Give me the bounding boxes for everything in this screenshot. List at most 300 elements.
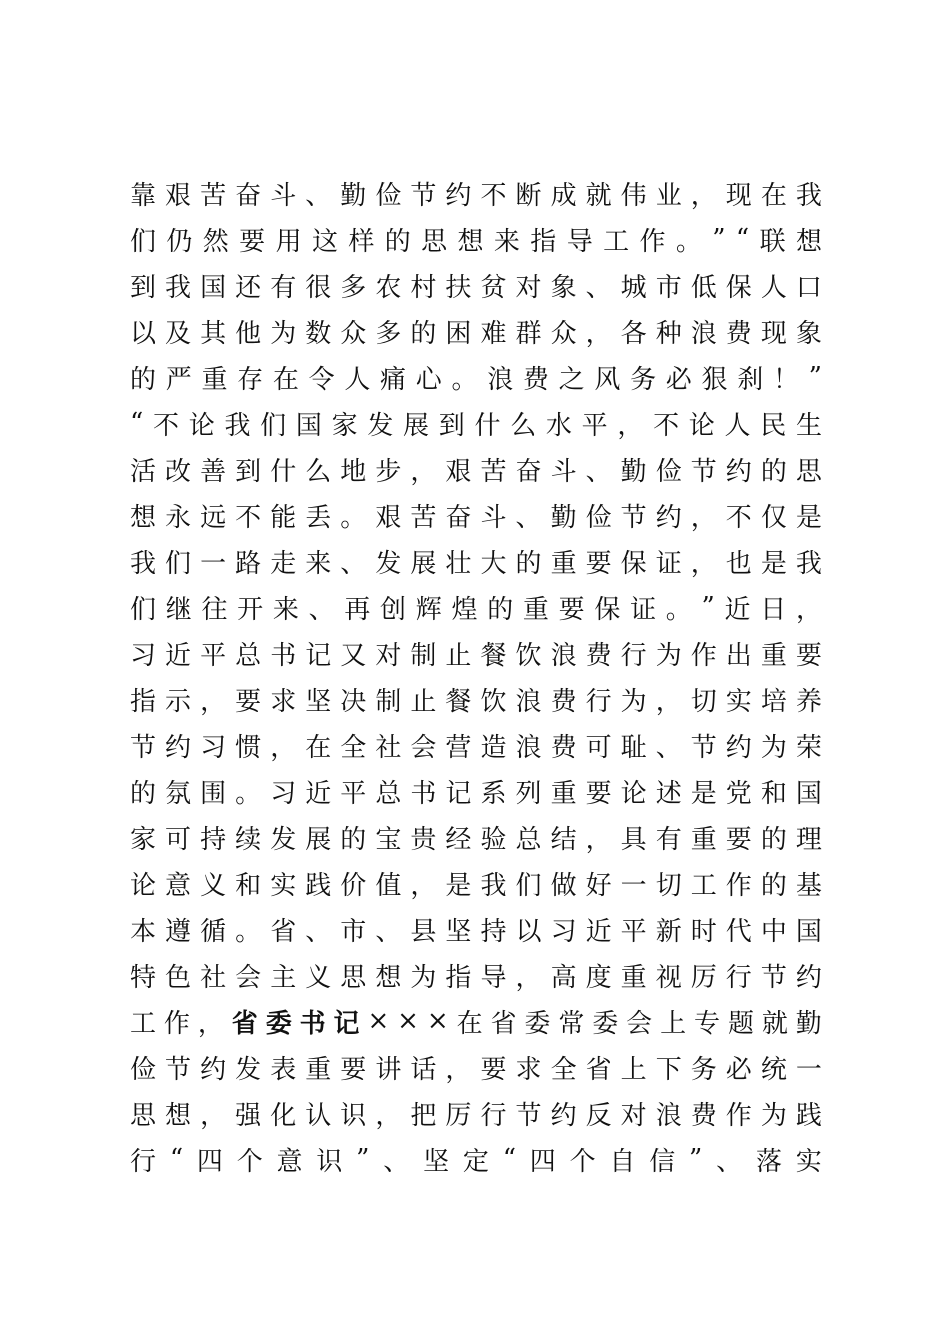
text-char: 度 bbox=[585, 962, 612, 993]
text-char: 的 bbox=[410, 318, 437, 349]
text-char: 惯 bbox=[235, 732, 262, 763]
text-char: 餐 bbox=[445, 686, 472, 717]
text-char: 循 bbox=[200, 916, 227, 947]
text-char: 县 bbox=[410, 916, 437, 947]
text-char: 奋 bbox=[515, 456, 542, 487]
text-char: 上 bbox=[660, 1008, 687, 1039]
text-char: ， bbox=[585, 318, 612, 349]
text-char: 持 bbox=[200, 824, 227, 855]
text-char: 论 bbox=[188, 410, 215, 441]
text-char: 会 bbox=[410, 732, 437, 763]
text-char: 切 bbox=[655, 870, 682, 901]
text-char: 浪 bbox=[515, 686, 542, 717]
text-char: 用 bbox=[275, 226, 302, 257]
text-char: 市 bbox=[655, 272, 682, 303]
text-char: 们 bbox=[130, 226, 157, 257]
text-char: 会 bbox=[626, 1008, 653, 1039]
text-char: 约 bbox=[655, 502, 682, 533]
text-char: 工 bbox=[690, 870, 717, 901]
text-char: 代 bbox=[725, 916, 752, 947]
text-char: 改 bbox=[165, 456, 192, 487]
text-char: 然 bbox=[202, 226, 229, 257]
text-char: ” bbox=[712, 224, 726, 254]
text-char: 联 bbox=[759, 226, 786, 257]
text-char: 对 bbox=[515, 272, 542, 303]
text-char: 家 bbox=[130, 824, 157, 855]
text-char: 煌 bbox=[451, 594, 478, 625]
text-char: 来 bbox=[272, 594, 299, 625]
text-char: 展 bbox=[305, 824, 332, 855]
text-char: 斗 bbox=[550, 456, 577, 487]
text-char: 专 bbox=[694, 1008, 721, 1039]
text-char: 费 bbox=[550, 732, 577, 763]
text-char: 和 bbox=[760, 778, 787, 809]
text-line bbox=[130, 538, 822, 584]
text-char: 其 bbox=[200, 318, 227, 349]
text-char: 刹 bbox=[737, 364, 764, 395]
text-char: 我 bbox=[795, 180, 822, 211]
text-char: 习 bbox=[550, 916, 577, 947]
text-line bbox=[130, 676, 822, 722]
text-char: 不 bbox=[480, 180, 507, 211]
text-char: 、 bbox=[375, 916, 402, 947]
text-char: 是 bbox=[760, 548, 787, 579]
text-char: 、 bbox=[308, 594, 335, 625]
text-char: 。 bbox=[665, 594, 692, 625]
text-char: 民 bbox=[760, 410, 787, 441]
text-char: 记 bbox=[305, 640, 332, 671]
text-char: 们 bbox=[515, 870, 542, 901]
text-char: 在 bbox=[760, 180, 787, 211]
text-char: 价 bbox=[340, 870, 367, 901]
text-line bbox=[130, 216, 822, 262]
text-char: 述 bbox=[655, 778, 682, 809]
text-char: 导 bbox=[480, 962, 507, 993]
text-char: ！ bbox=[772, 364, 799, 395]
text-char: 要 bbox=[340, 1054, 367, 1085]
text-char: 俭 bbox=[655, 456, 682, 487]
text-line bbox=[130, 1136, 822, 1182]
text-char: 和 bbox=[235, 870, 262, 901]
text-char: 证 bbox=[655, 548, 682, 579]
text-char: 重 bbox=[522, 594, 549, 625]
text-char: “ bbox=[502, 1144, 516, 1174]
text-char: 痛 bbox=[380, 364, 407, 395]
text-char: ， bbox=[515, 962, 542, 993]
text-char: 大 bbox=[480, 548, 507, 579]
text-char: 就 bbox=[761, 1008, 788, 1039]
text-char: 要 bbox=[795, 640, 822, 671]
text-char: 上 bbox=[620, 1054, 647, 1085]
text-char: 制 bbox=[375, 686, 402, 717]
text-char: 表 bbox=[270, 1054, 297, 1085]
text-char: 出 bbox=[725, 640, 752, 671]
text-char: 下 bbox=[655, 1054, 682, 1085]
text-char: 识 bbox=[316, 1146, 343, 1177]
text-line bbox=[130, 860, 822, 906]
text-char: 奋 bbox=[445, 502, 472, 533]
text-char: 我 bbox=[165, 272, 192, 303]
text-char: 壮 bbox=[445, 548, 472, 579]
text-char: 实 bbox=[270, 870, 297, 901]
text-char: 一 bbox=[200, 548, 227, 579]
text-line bbox=[130, 952, 822, 998]
text-char: 切 bbox=[690, 686, 717, 717]
text-char: 想 bbox=[795, 226, 822, 257]
text-char: 化 bbox=[270, 1100, 297, 1131]
text-char: 仅 bbox=[760, 502, 787, 533]
text-char: 不 bbox=[153, 410, 180, 441]
text-char: 走 bbox=[270, 548, 297, 579]
text-char: 展 bbox=[403, 410, 430, 441]
text-line bbox=[130, 768, 822, 814]
text-char: 饮 bbox=[515, 640, 542, 671]
text-char: 验 bbox=[480, 824, 507, 855]
text-char: 厉 bbox=[445, 1100, 472, 1131]
text-char: 荣 bbox=[795, 732, 822, 763]
text-char: 讲 bbox=[375, 1054, 402, 1085]
text-char: 活 bbox=[130, 456, 157, 487]
text-char: 狠 bbox=[701, 364, 728, 395]
text-char: 饮 bbox=[480, 686, 507, 717]
text-char: 以 bbox=[515, 916, 542, 947]
text-char: 往 bbox=[201, 594, 228, 625]
text-char: 约 bbox=[445, 180, 472, 211]
text-line bbox=[130, 584, 822, 630]
text-char: 想 bbox=[130, 502, 157, 533]
text-char: 来 bbox=[493, 226, 520, 257]
text-char: 种 bbox=[655, 318, 682, 349]
text-char: 俭 bbox=[585, 502, 612, 533]
text-char: 工 bbox=[130, 1008, 157, 1039]
text-char: 养 bbox=[795, 686, 822, 717]
text-char: 话 bbox=[410, 1054, 437, 1085]
text-char: 。 bbox=[235, 916, 262, 947]
text-char: 业 bbox=[655, 180, 682, 211]
text-char: 之 bbox=[558, 364, 585, 395]
text-char: 求 bbox=[270, 686, 297, 717]
text-char: 工 bbox=[603, 226, 630, 257]
text-char: 定 bbox=[462, 1146, 489, 1177]
text-char: 什 bbox=[270, 456, 297, 487]
text-char: 作 bbox=[163, 1008, 190, 1039]
text-char: 义 bbox=[305, 962, 332, 993]
text-char: 近 bbox=[585, 916, 612, 947]
text-char: 总 bbox=[375, 778, 402, 809]
text-char: 论 bbox=[620, 778, 647, 809]
text-char: 约 bbox=[795, 962, 822, 993]
text-char: 节 bbox=[130, 732, 157, 763]
text-char: 及 bbox=[165, 318, 192, 349]
text-char: 本 bbox=[130, 916, 157, 947]
text-char: 为 bbox=[655, 640, 682, 671]
text-char: ， bbox=[200, 1100, 227, 1131]
text-char: 严 bbox=[165, 364, 192, 395]
text-char: 、 bbox=[515, 502, 542, 533]
text-char: 餐 bbox=[480, 640, 507, 671]
text-char: 会 bbox=[235, 962, 262, 993]
text-char: 省 bbox=[585, 1054, 612, 1085]
text-char: 必 bbox=[725, 1054, 752, 1085]
text-char: 的 bbox=[760, 870, 787, 901]
text-char: 题 bbox=[727, 1008, 754, 1039]
text-char: 国 bbox=[795, 778, 822, 809]
text-char: 低 bbox=[690, 272, 717, 303]
text-char: 有 bbox=[655, 824, 682, 855]
text-char: 是 bbox=[690, 778, 717, 809]
text-char: 来 bbox=[305, 548, 332, 579]
text-char: 记 bbox=[445, 778, 472, 809]
text-char: 重 bbox=[690, 824, 717, 855]
text-char: 培 bbox=[760, 686, 787, 717]
text-char: 作 bbox=[639, 226, 666, 257]
text-char: 续 bbox=[235, 824, 262, 855]
text-char: 列 bbox=[515, 778, 542, 809]
text-char: ， bbox=[410, 456, 437, 487]
text-char: 水 bbox=[545, 410, 572, 441]
text-char: 值 bbox=[375, 870, 402, 901]
text-line bbox=[130, 1090, 822, 1136]
text-char: ” bbox=[356, 1144, 370, 1174]
text-char: 什 bbox=[474, 410, 501, 441]
text-char: 书 bbox=[410, 778, 437, 809]
text-char: 对 bbox=[620, 1100, 647, 1131]
text-char: 在 bbox=[456, 1008, 483, 1039]
text-char: 视 bbox=[655, 962, 682, 993]
text-char: “ bbox=[735, 224, 750, 254]
text-char: 费 bbox=[522, 364, 549, 395]
text-char: 象 bbox=[550, 272, 577, 303]
text-char: 贵 bbox=[410, 824, 437, 855]
text-char: 扶 bbox=[445, 272, 472, 303]
text-char: ， bbox=[690, 502, 717, 533]
text-char: 时 bbox=[690, 916, 717, 947]
text-char: 自 bbox=[609, 1146, 636, 1177]
text-char: 委 bbox=[524, 1008, 551, 1039]
text-char: 做 bbox=[550, 870, 577, 901]
text-line bbox=[130, 308, 822, 354]
text-char: 众 bbox=[550, 318, 577, 349]
text-char: 把 bbox=[410, 1100, 437, 1131]
text-char: 重 bbox=[760, 640, 787, 671]
text-char: 止 bbox=[445, 640, 472, 671]
text-char: 党 bbox=[725, 778, 752, 809]
text-char: 近 bbox=[305, 778, 332, 809]
text-char: 苦 bbox=[410, 502, 437, 533]
text-char: 到 bbox=[130, 272, 157, 303]
text-char: 勤 bbox=[620, 456, 647, 487]
text-char: 能 bbox=[270, 502, 297, 533]
text-char: 勤 bbox=[340, 180, 367, 211]
text-char: 们 bbox=[130, 594, 157, 625]
text-char: 习 bbox=[130, 640, 157, 671]
text-char: 靠 bbox=[130, 180, 157, 211]
bold-text-char: 委 bbox=[265, 1008, 292, 1039]
text-char: 创 bbox=[380, 594, 407, 625]
text-char: 节 bbox=[515, 1100, 542, 1131]
text-line bbox=[130, 998, 822, 1044]
text-char: 群 bbox=[515, 318, 542, 349]
bold-text-char: 省 bbox=[231, 1008, 258, 1039]
text-char: 信 bbox=[649, 1146, 676, 1177]
text-char: 们 bbox=[165, 548, 192, 579]
text-char: 市 bbox=[340, 916, 367, 947]
text-char: 常 bbox=[558, 1008, 585, 1039]
text-char: 艰 bbox=[375, 502, 402, 533]
text-char: 营 bbox=[445, 732, 472, 763]
text-char: 成 bbox=[550, 180, 577, 211]
text-char: 在 bbox=[305, 732, 332, 763]
text-char: 永 bbox=[165, 502, 192, 533]
text-char: ” bbox=[701, 592, 715, 622]
text-char: 费 bbox=[725, 318, 752, 349]
text-char: 节 bbox=[165, 1054, 192, 1085]
text-char: 要 bbox=[585, 548, 612, 579]
text-char: 各 bbox=[620, 318, 647, 349]
text-char: 浪 bbox=[690, 318, 717, 349]
text-char: 导 bbox=[566, 226, 593, 257]
text-char: 结 bbox=[550, 824, 577, 855]
text-char: 论 bbox=[688, 410, 715, 441]
text-char: 求 bbox=[515, 1054, 542, 1085]
text-char: 辉 bbox=[415, 594, 442, 625]
text-char: 重 bbox=[201, 364, 228, 395]
text-char: 存 bbox=[237, 364, 264, 395]
text-char: 新 bbox=[655, 916, 682, 947]
text-char: 。 bbox=[675, 226, 702, 257]
text-char: 仍 bbox=[166, 226, 193, 257]
text-char: 近 bbox=[165, 640, 192, 671]
text-char: 想 bbox=[457, 226, 484, 257]
text-char: 指 bbox=[130, 686, 157, 717]
text-char: 实 bbox=[725, 686, 752, 717]
text-char: 风 bbox=[594, 364, 621, 395]
text-char: 行 bbox=[480, 1100, 507, 1131]
text-char: 行 bbox=[725, 962, 752, 993]
text-char: 、 bbox=[655, 732, 682, 763]
text-char: 的 bbox=[384, 226, 411, 257]
text-char: 对 bbox=[375, 640, 402, 671]
text-char: 发 bbox=[375, 548, 402, 579]
text-char: 、 bbox=[305, 180, 332, 211]
text-char: 特 bbox=[130, 962, 157, 993]
text-char: 厉 bbox=[690, 962, 717, 993]
text-char: 为 bbox=[410, 962, 437, 993]
text-char: 遵 bbox=[165, 916, 192, 947]
text-char: 人 bbox=[760, 272, 787, 303]
text-char: 思 bbox=[795, 456, 822, 487]
text-char: 国 bbox=[295, 410, 322, 441]
text-char: 社 bbox=[200, 962, 227, 993]
text-char: 苦 bbox=[480, 456, 507, 487]
text-char: 围 bbox=[200, 778, 227, 809]
text-char: 是 bbox=[445, 870, 472, 901]
text-char: 行 bbox=[130, 1146, 157, 1177]
text-char: 日 bbox=[760, 594, 787, 625]
text-char: 基 bbox=[795, 870, 822, 901]
text-char: 落 bbox=[755, 1146, 782, 1177]
text-char: ， bbox=[585, 824, 612, 855]
text-char: 困 bbox=[445, 318, 472, 349]
text-char: 为 bbox=[270, 318, 297, 349]
text-char: 勤 bbox=[795, 1008, 822, 1039]
text-char: 行 bbox=[585, 686, 612, 717]
text-char: 统 bbox=[760, 1054, 787, 1085]
text-char: 认 bbox=[305, 1100, 332, 1131]
text-char: 经 bbox=[445, 824, 472, 855]
text-char: 浪 bbox=[655, 1100, 682, 1131]
text-char: 的 bbox=[760, 456, 787, 487]
text-char: 平 bbox=[581, 410, 608, 441]
text-char: 的 bbox=[340, 824, 367, 855]
text-char: 丢 bbox=[305, 502, 332, 533]
text-char: 近 bbox=[724, 594, 751, 625]
text-char: 证 bbox=[630, 594, 657, 625]
text-char: 个 bbox=[569, 1146, 596, 1177]
text-char: 务 bbox=[630, 364, 657, 395]
text-char: 地 bbox=[340, 456, 367, 487]
text-char: 要 bbox=[239, 226, 266, 257]
text-char: 一 bbox=[620, 870, 647, 901]
text-char: 人 bbox=[724, 410, 751, 441]
text-char: 可 bbox=[165, 824, 192, 855]
text-char: 的 bbox=[760, 824, 787, 855]
text-char: 艰 bbox=[165, 180, 192, 211]
text-char: 展 bbox=[410, 548, 437, 579]
bold-text-char: 书 bbox=[299, 1008, 326, 1039]
text-char: ， bbox=[690, 180, 717, 211]
text-char: 委 bbox=[592, 1008, 619, 1039]
text-char: 、 bbox=[383, 1146, 410, 1177]
text-char: 、 bbox=[340, 548, 367, 579]
text-char: 费 bbox=[585, 640, 612, 671]
text-char: 节 bbox=[620, 502, 647, 533]
text-line bbox=[130, 722, 822, 768]
text-char: 费 bbox=[550, 686, 577, 717]
text-char: 保 bbox=[725, 272, 752, 303]
text-line bbox=[130, 446, 822, 492]
text-char: 不 bbox=[653, 410, 680, 441]
text-line bbox=[130, 814, 822, 860]
text-char: 论 bbox=[130, 870, 157, 901]
text-char: 、 bbox=[716, 1146, 743, 1177]
text-char: 全 bbox=[340, 732, 367, 763]
text-char: 要 bbox=[558, 594, 585, 625]
text-char: 一 bbox=[795, 1054, 822, 1085]
text-char: 不 bbox=[235, 502, 262, 533]
text-char: 的 bbox=[130, 778, 157, 809]
text-char: 强 bbox=[235, 1100, 262, 1131]
text-char: 发 bbox=[367, 410, 394, 441]
text-char: 义 bbox=[200, 870, 227, 901]
text-char: 社 bbox=[375, 732, 402, 763]
text-char: 发 bbox=[270, 824, 297, 855]
text-char: 思 bbox=[421, 226, 448, 257]
text-char: 以 bbox=[130, 318, 157, 349]
text-char: 我 bbox=[480, 870, 507, 901]
text-char: 指 bbox=[530, 226, 557, 257]
text-char: 。 bbox=[451, 364, 478, 395]
text-char: 路 bbox=[235, 548, 262, 579]
text-char: ， bbox=[617, 410, 644, 441]
text-char: 贫 bbox=[480, 272, 507, 303]
text-char: 多 bbox=[340, 272, 367, 303]
text-char: 重 bbox=[550, 778, 577, 809]
text-char: 奋 bbox=[235, 180, 262, 211]
text-char: 很 bbox=[305, 272, 332, 303]
text-char: 俭 bbox=[375, 180, 402, 211]
text-char: 坚 bbox=[445, 916, 472, 947]
